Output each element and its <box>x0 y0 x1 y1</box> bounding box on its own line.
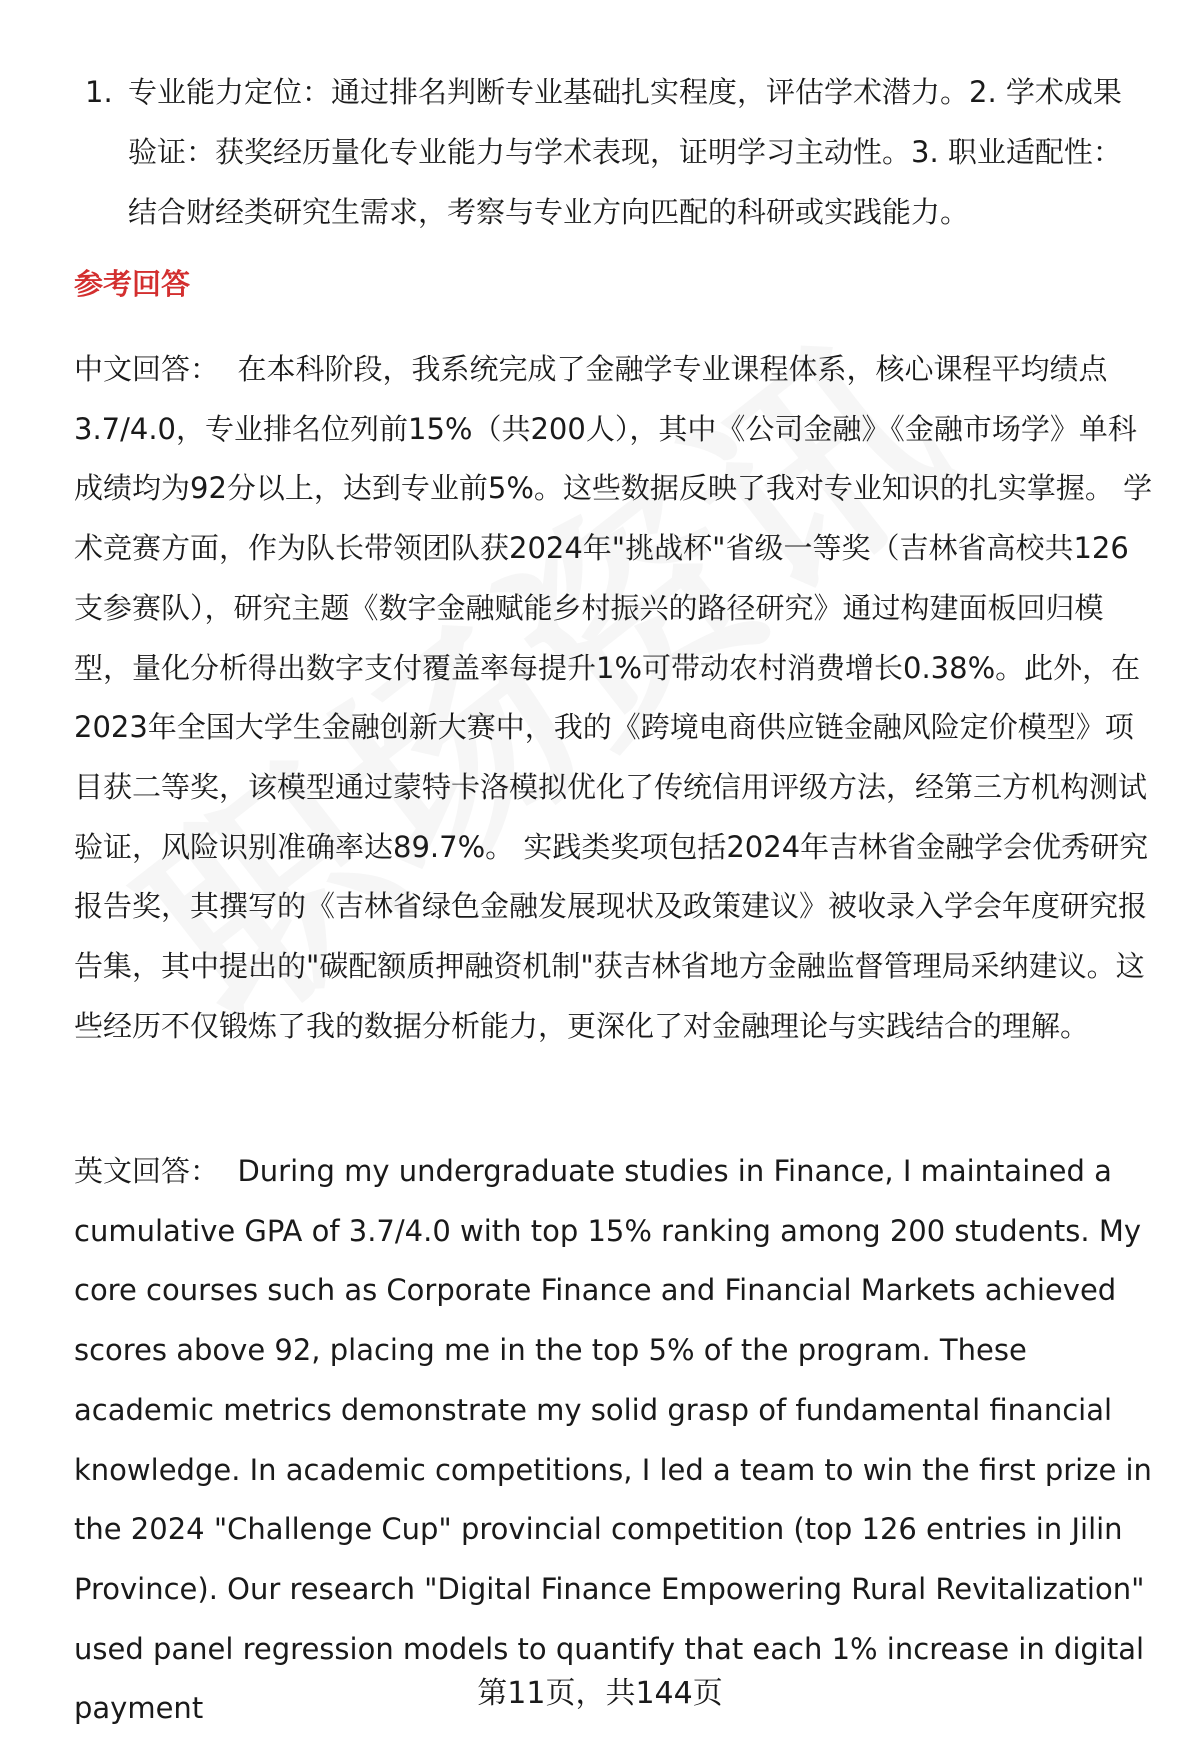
english-answer-paragraph <box>74 1142 1154 1739</box>
numbered-list <box>85 62 1145 242</box>
english-answer-label: 英文回答： <box>74 1154 220 1188</box>
section-title: 参考回答 <box>74 267 191 301</box>
chinese-answer-text: 在本科阶段，我系统完成了金融学专业课程体系，核心课程平均绩点3.7/4.0，专业排名位列前15%（共200人），其中《公司金融》《金融市场学》单科成绩均为92分以上，达到专业前5%。这些数据反映了我对专业知识的扎实掌握。 学术竞赛方面，作为队长带领团队获2024年"挑战杯"省级一等奖（吉林省高校共126支参赛队），研究主题《数字金融赋能乡村振兴的路径研究》通过构建面板回归模型，量化分析得出数字支付覆盖率每提升1%可带动农村消费增长0.38%。此外，在2023年全国大学生金融创新大赛中，我的《跨境电商供应链金融风险定价模型》项目获二等奖，该模型通过蒙特卡洛模拟优化了传统信用评级方法，经第三方机构测试验证，风险识别准确率达89.7%。 实践类奖项包括2024年吉林省金融学会优秀研究报告奖，其撰写的《吉林省绿色金融发展现状及政策建议》被收录入学会年度研究报告集，其中提出的"碳配额质押融资机制"获吉林省地方金融监督管理局采纳建议。这些经历不仅锻炼了我的数据分析能力，更深化了对金融理论与实践结合的理解。 <box>74 352 1153 1043</box>
chinese-answer-paragraph <box>74 340 1154 1056</box>
english-answer-text: During my undergraduate studies in Finance, I maintained a cumulative GPA of 3.7/4.0 with top 15% ranking among 200 students. My core courses such as Corporate Finance and Financial Markets achieved scores above 92, placing me in the top 5% of the program. These academic metrics demonstrate my solid grasp of fundamental financial knowledge. In academic competitions, I led a team to win the first prize in the 2024 "Challenge Cup" provincial competition (top 126 entries in Jilin Province). Our research "Digital Finance Empowering Rural Revitalization" used panel regression models to quantify that each 1% increase in digital payment <box>74 1154 1152 1726</box>
chinese-answer-label: 中文回答： <box>74 352 220 386</box>
list-number: 1. <box>85 75 113 109</box>
list-item-text: 专业能力定位：通过排名判断专业基础扎实程度，评估学术潜力。2. 学术成果验证：获奖经历量化专业能力与学术表现，证明学习主动性。3. 职业适配性：结合财经类研究生需求，考察与专业方向匹配的科研或实践能力。 <box>128 75 1122 229</box>
page-footer: 第11页，共144页 <box>477 1676 723 1711</box>
